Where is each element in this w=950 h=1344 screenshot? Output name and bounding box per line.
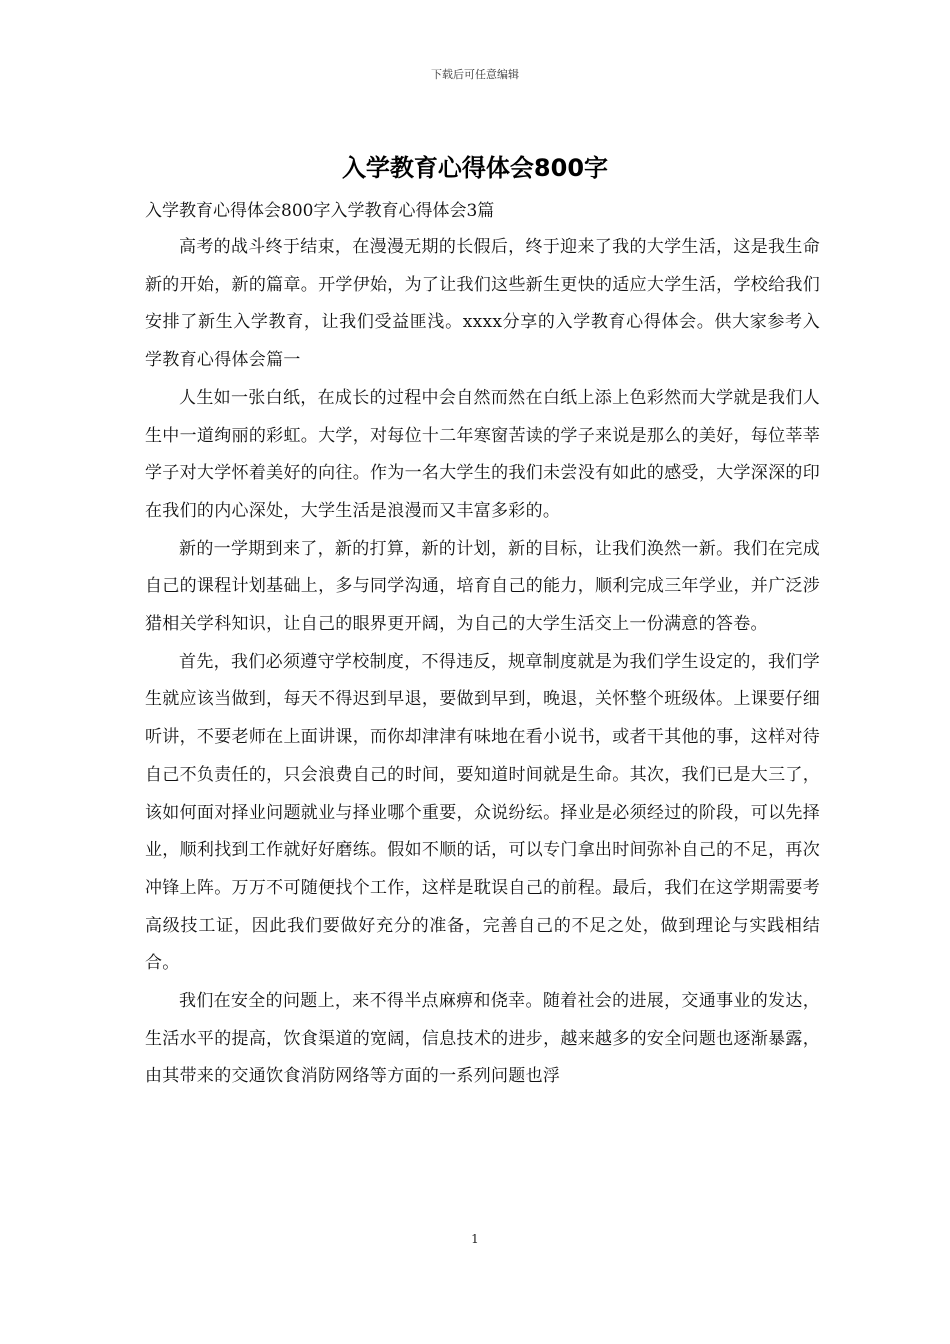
paragraph-5: 我们在安全的问题上，来不得半点麻痹和侥幸。随着社会的进展，交通事业的发达，生活水平的提高，饮食渠道的宽阔，信息技术的进步，越来越多的安全问题也逐渐暴露，由其带来的交通饮食消防网络等方面的一系列问题也浮 xyxy=(145,991,820,1087)
paragraph-2: 人生如一张白纸，在成长的过程中会自然而然在白纸上添上色彩然而大学就是我们人生中一道绚丽的彩虹。大学，对每位十二年寒窗苦读的学子来说是那么的美好，每位莘莘学子对大学怀着美好的向往。作为一名大学生的我们未尝没有如此的感受，大学深深的印在我们的内心深处，大学生活是浪漫而又丰富多彩的。 xyxy=(145,387,820,521)
document-body xyxy=(145,229,820,1096)
paragraph-3: 新的一学期到来了，新的打算，新的计划，新的目标，让我们涣然一新。我们在完成自己的课程计划基础上，多与同学沟通，培育自己的能力，顺利完成三年学业，并广泛涉猎相关学科知识，让自己的眼界更开阔，为自己的大学生活交上一份满意的答卷。 xyxy=(145,538,820,635)
paragraph-1: 高考的战斗终于结束，在漫漫无期的长假后，终于迎来了我的大学生活，这是我生命新的开始，新的篇章。开学伊始，为了让我们这些新生更快的适应大学生活，学校给我们安排了新生入学教育，让我们受益匪浅。xxxx分享的入学教育心得体会。供大家参考入学教育心得体会篇一 xyxy=(145,237,820,371)
document-title: 入学教育心得体会800字 xyxy=(341,154,609,182)
page-number: 1 xyxy=(471,1232,479,1246)
header-note: 下载后可任意编辑 xyxy=(431,68,519,81)
paragraph-4: 首先，我们必须遵守学校制度，不得违反，规章制度就是为我们学生设定的，我们学生就应该当做到，每天不得迟到早退，要做到早到，晚退，关怀整个班级体。上课要仔细听讲，不要老师在上面讲课，而你却津津有味地在看小说书，或者干其他的事，这样对待自己不负责任的，只会浪费自己的时间，要知道时间就是生命。其次，我们已是大三了，该如何面对择业问题就业与择业哪个重要，众说纷纭。择业是必须经过的阶段，可以先择业，顺利找到工作就好好磨练。假如不顺的话，可以专门拿出时间弥补自己的不足，再次冲锋上阵。万万不可随便找个工作，这样是耽误自己的前程。最后，我们在这学期需要考高级技工证，因此我们要做好充分的准备，完善自己的不足之处，做到理论与实践相结合。 xyxy=(145,651,820,974)
document-subtitle: 入学教育心得体会800字入学教育心得体会3篇 xyxy=(145,201,495,221)
